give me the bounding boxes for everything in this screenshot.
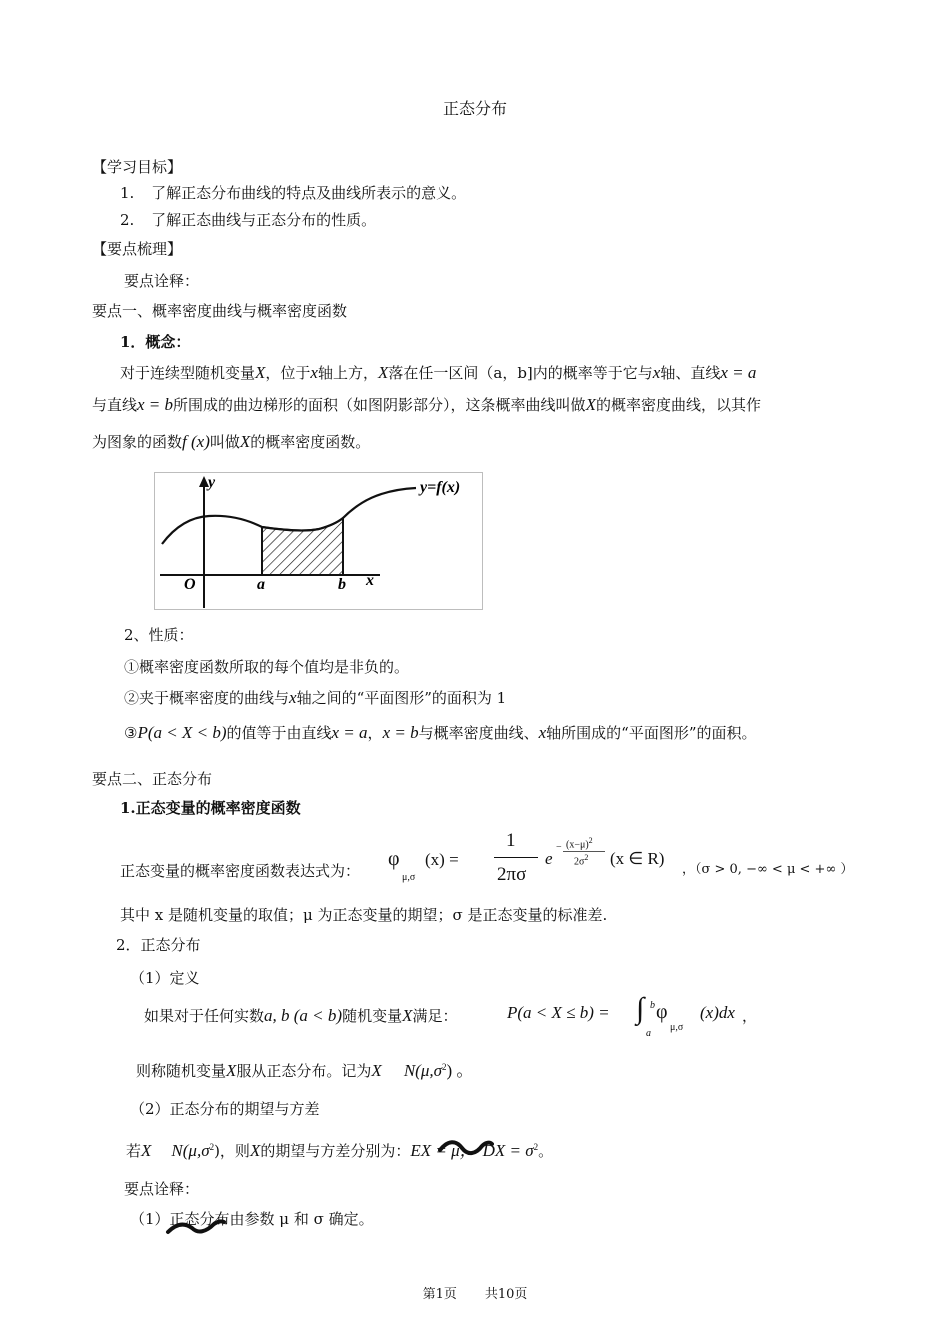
b-label: b bbox=[338, 576, 346, 593]
ev-label: （2）正态分布的期望与方差 bbox=[130, 1100, 320, 1118]
sq: 2 bbox=[533, 1142, 539, 1152]
text: 与直线 bbox=[92, 396, 138, 414]
goal-item-1 bbox=[120, 182, 466, 203]
exp-bot bbox=[574, 853, 588, 867]
frac-num: 1 bbox=[506, 830, 516, 851]
text: ， bbox=[367, 724, 383, 742]
math-X: X bbox=[371, 1061, 382, 1080]
text: 轴之间的“平面图形”的面积为 1 bbox=[296, 689, 507, 707]
origin-label: O bbox=[184, 576, 196, 593]
text: 的期望与方差分别为： bbox=[260, 1142, 411, 1160]
shaded-area bbox=[262, 518, 343, 575]
text: 随机变量 bbox=[342, 1007, 403, 1025]
math-N: N(μ,σ bbox=[171, 1141, 210, 1160]
ink-scribble-2 bbox=[164, 1216, 228, 1238]
frac-den: 2πσ bbox=[497, 864, 527, 885]
phi: φ bbox=[388, 848, 400, 870]
text: ) 。 bbox=[446, 1061, 474, 1080]
int-lower: a bbox=[646, 1028, 651, 1039]
text: 轴所围成的“平面图形”的面积。 bbox=[546, 724, 757, 742]
density-curve-figure bbox=[154, 472, 484, 610]
goal-num: 2. bbox=[120, 211, 135, 229]
density-curve-svg bbox=[154, 472, 484, 610]
text: 对于连续型随机变量 bbox=[120, 364, 256, 382]
exp-base: e bbox=[545, 849, 553, 868]
goal-text: 了解正态分布曲线的特点及曲线所表示的意义。 bbox=[151, 184, 467, 202]
section-title-1: 要点一、概率密度曲线与概率密度函数 bbox=[92, 302, 348, 320]
page-footer bbox=[0, 1283, 950, 1302]
text: 2σ bbox=[574, 856, 585, 868]
note2-line: （1）正态分布由参数 μ 和 σ 确定。 bbox=[130, 1210, 374, 1228]
def-label: （1）定义 bbox=[130, 969, 200, 987]
text: 轴上方， bbox=[317, 364, 378, 382]
goals-heading: 【学习目标】 bbox=[92, 158, 183, 176]
exp-top bbox=[566, 836, 593, 850]
def-line-1 bbox=[144, 1005, 457, 1026]
math-X: X bbox=[141, 1141, 152, 1160]
math-fx: f (x) bbox=[182, 432, 210, 451]
text: 与概率密度曲线、 bbox=[418, 724, 539, 742]
goal-item-2 bbox=[120, 209, 376, 230]
math-X: X bbox=[226, 1061, 237, 1080]
math-x-eq-b: x = b bbox=[137, 395, 174, 414]
concept-line-3 bbox=[92, 431, 370, 452]
text: )，则 bbox=[214, 1142, 250, 1160]
int-upper: b bbox=[650, 1000, 655, 1011]
math-X: X bbox=[239, 432, 251, 451]
def-line-2 bbox=[136, 1056, 473, 1081]
sq: 2 bbox=[209, 1142, 215, 1152]
density-label: 1.正态变量的概率密度函数 bbox=[120, 799, 301, 817]
text: 满足： bbox=[412, 1007, 458, 1025]
math-X: X bbox=[585, 395, 596, 414]
density-expr-label: 正态变量的概率密度函数表达式为： bbox=[120, 862, 361, 880]
y-label: y bbox=[208, 474, 216, 491]
phi-arg: (x) = bbox=[425, 850, 459, 869]
text: 轴、直线 bbox=[660, 364, 721, 382]
math-x-eq-a: x = a bbox=[331, 723, 368, 742]
frac-line bbox=[494, 857, 538, 858]
text: 。 bbox=[538, 1142, 554, 1160]
math-x-eq-b: x = b bbox=[382, 723, 419, 742]
def-lhs: P(a < X ≤ b) = bbox=[507, 1003, 610, 1022]
text: 则称随机变量 bbox=[136, 1062, 227, 1080]
sq: 2 bbox=[584, 853, 589, 862]
text: ③ bbox=[124, 724, 138, 742]
integral-sign: ∫ bbox=[636, 992, 645, 1025]
math-X: X bbox=[402, 1006, 413, 1025]
concept-line-2 bbox=[92, 394, 761, 415]
text: 叫做 bbox=[209, 433, 240, 451]
sq: 2 bbox=[441, 1062, 447, 1072]
x-label: x bbox=[366, 572, 374, 589]
exp-frac-line bbox=[563, 851, 605, 852]
math-x: x bbox=[538, 723, 547, 742]
sq: 2 bbox=[588, 836, 593, 845]
math-X: X bbox=[377, 363, 389, 382]
exp-minus: − bbox=[556, 842, 562, 853]
concept-label: 1．概念： bbox=[120, 333, 191, 351]
math-P: P(a < X < b) bbox=[137, 723, 227, 742]
text: 的概率密度曲线，以其作 bbox=[595, 396, 761, 414]
math-ab: a, b (a < b) bbox=[264, 1006, 343, 1025]
page-number: 第1页 bbox=[422, 1287, 457, 1302]
text: 所围成的曲边梯形的面积（如图阴影部分），这条概率曲线叫做 bbox=[173, 396, 586, 414]
props-label: 2、性质： bbox=[124, 626, 194, 644]
a-label: a bbox=[257, 576, 265, 593]
note-label: 要点诠释： bbox=[124, 272, 200, 290]
section-title-2: 要点二、正态分布 bbox=[92, 770, 213, 788]
text: 如果对于任何实数 bbox=[144, 1007, 265, 1025]
note2-label: 要点诠释： bbox=[124, 1180, 200, 1198]
text: 若 bbox=[126, 1142, 142, 1160]
domain: (x ∈ R) bbox=[610, 849, 665, 868]
prop-1: ①概率密度函数所取的每个值均是非负的。 bbox=[124, 658, 410, 676]
normal-label: 2．正态分布 bbox=[116, 936, 201, 954]
prop-3 bbox=[124, 722, 757, 743]
text: (x−μ) bbox=[566, 839, 589, 851]
integrand-dx: (x)dx bbox=[700, 1003, 735, 1022]
page-title: 正态分布 bbox=[442, 99, 507, 118]
concept-line-1 bbox=[120, 362, 756, 383]
integrand-phi: φ bbox=[656, 1001, 668, 1023]
text: 落在任一区间（a，b]内的概率等于它与 bbox=[388, 364, 653, 382]
text: 的概率密度函数。 bbox=[250, 433, 371, 451]
math-x: x bbox=[652, 363, 661, 382]
math-DX: DX = σ bbox=[482, 1141, 534, 1160]
math-x: x bbox=[289, 688, 297, 707]
text: 为图象的函数 bbox=[92, 433, 183, 451]
math-x: x bbox=[310, 363, 318, 382]
phi-sub: μ,σ bbox=[402, 872, 416, 883]
math-N: N(μ,σ bbox=[403, 1061, 442, 1080]
math-X: X bbox=[255, 363, 266, 382]
density-cond: ，（σ > 0, −∞ < μ < +∞ ） bbox=[682, 862, 854, 877]
goal-num: 1. bbox=[120, 184, 135, 202]
page-total: 共10页 bbox=[484, 1287, 528, 1302]
text: 服从正态分布。记为 bbox=[236, 1062, 372, 1080]
math-EX: EX = μ， bbox=[410, 1141, 477, 1160]
density-desc: 其中 x 是随机变量的取值；μ 为正态变量的期望；σ 是正态变量的标准差. bbox=[120, 906, 608, 924]
text: ，位于 bbox=[265, 364, 311, 382]
goal-text: 了解正态曲线与正态分布的性质。 bbox=[151, 211, 377, 229]
ink-scribble-1 bbox=[438, 1136, 494, 1158]
text: 的值等于由直线 bbox=[226, 724, 332, 742]
curve-label: y=f(x) bbox=[420, 479, 461, 496]
math-X: X bbox=[249, 1141, 261, 1160]
def-tail: ， bbox=[742, 1007, 758, 1025]
integrand-sub: μ,σ bbox=[670, 1022, 684, 1033]
points-heading: 【要点梳理】 bbox=[92, 240, 183, 258]
text: ②夹于概率密度的曲线与 bbox=[124, 689, 290, 707]
math-x-eq-a: x = a bbox=[720, 363, 757, 382]
prop-2 bbox=[124, 687, 506, 708]
